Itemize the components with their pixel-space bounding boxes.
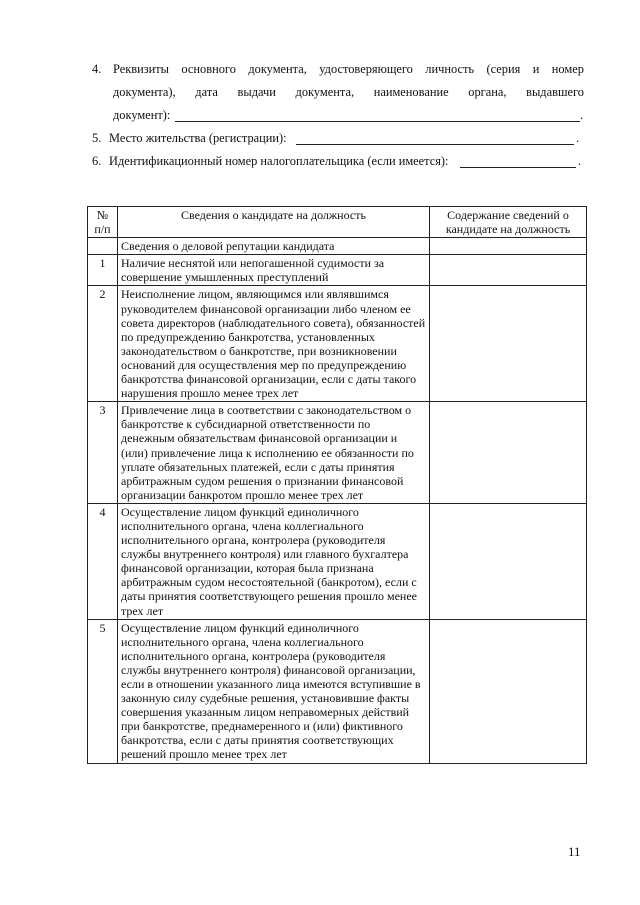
item-4-number: 4. bbox=[92, 62, 102, 76]
section-content-cell[interactable] bbox=[430, 238, 587, 255]
item-4-end: . bbox=[580, 108, 584, 122]
table-header-row bbox=[88, 207, 587, 238]
word: номер bbox=[551, 62, 584, 76]
word: выдавшего bbox=[526, 85, 584, 99]
item-5-number: 5. bbox=[92, 131, 102, 145]
item-4-line-1 bbox=[113, 62, 584, 77]
item-6-label: Идентификационный номер налогоплательщика (если имеется): bbox=[109, 154, 449, 168]
row-text: Наличие неснятой или непогашенной судимости за совершение умышленных преступлений bbox=[118, 255, 430, 286]
item-5-fill-line[interactable] bbox=[296, 144, 574, 145]
word: и bbox=[532, 62, 540, 76]
word: документа, bbox=[248, 62, 307, 76]
word: личность bbox=[425, 62, 475, 76]
header-num: № п/п bbox=[88, 207, 118, 238]
row-number: 3 bbox=[88, 402, 118, 504]
word: (серия bbox=[486, 62, 521, 76]
table-row bbox=[88, 402, 587, 504]
item-6-number: 6. bbox=[92, 154, 102, 168]
item-4-fill-line[interactable] bbox=[175, 121, 580, 122]
reputation-table bbox=[87, 206, 587, 764]
section-row bbox=[88, 238, 587, 255]
row-content-cell[interactable] bbox=[430, 255, 587, 286]
header-info: Сведения о кандидате на должность bbox=[118, 207, 430, 238]
section-num-cell bbox=[88, 238, 118, 255]
page-number: 11 bbox=[568, 844, 581, 859]
row-number: 2 bbox=[88, 286, 118, 402]
table-row bbox=[88, 619, 587, 763]
row-text: Осуществление лицом функций единоличного исполнительного органа, члена коллегиального исполнительного органа, контролера (руководителя службы внутреннего контроля) или главного бухгалтера финансовой организации, которая была признана арбитражным судом несостоятельной (банкротом), если с даты принятия соответствующего решения прошло менее трех лет bbox=[118, 503, 430, 619]
section-title: Сведения о деловой репутации кандидата bbox=[118, 238, 430, 255]
word: наименование bbox=[373, 85, 449, 99]
row-content-cell[interactable] bbox=[430, 402, 587, 504]
item-6-end: . bbox=[578, 154, 582, 168]
row-number: 5 bbox=[88, 619, 118, 763]
word: Реквизиты bbox=[113, 62, 169, 76]
word: основного bbox=[181, 62, 236, 76]
table-row bbox=[88, 286, 587, 402]
item-5-end: . bbox=[576, 131, 580, 145]
table-row bbox=[88, 503, 587, 619]
table-row bbox=[88, 255, 587, 286]
item-4-line-2 bbox=[113, 85, 584, 100]
row-text: Неисполнение лицом, являющимся или являвшимся руководителем финансовой организации либо членом ее совета директоров (наблюдательного совета), обязанностей по предупреждению банкротства, установленных законодательством о банкротстве, при возникновении оснований для осуществления мер по предупреждению банкротства финансовой организации, если с даты такого нарушения прошло менее трех лет bbox=[118, 286, 430, 402]
row-number: 1 bbox=[88, 255, 118, 286]
word: документа, bbox=[295, 85, 355, 99]
word: дата bbox=[195, 85, 218, 99]
word: документа), bbox=[113, 85, 176, 99]
row-text: Привлечение лица в соответствии с законодательством о банкротстве к субсидиарной ответственности по денежным обязательствам финансовой организации и (или) привлечение лица к исполнению ее обязанности по уплате обязательных платежей, если с даты принятия арбитражным судом решения о признании финансовой организации банкротом прошло менее трех лет bbox=[118, 402, 430, 504]
row-content-cell[interactable] bbox=[430, 286, 587, 402]
row-content-cell[interactable] bbox=[430, 619, 587, 763]
item-4-line-3: документ): bbox=[113, 108, 171, 122]
word: выдачи bbox=[237, 85, 276, 99]
row-text: Осуществление лицом функций единоличного исполнительного органа, члена коллегиального исполнительного органа, контролера (руководителя службы внутреннего контроля) финансовой организации, если в отношении указанного лица имеются вступившие в законную силу судебные решения, установившие факты совершения указанным лицом неправомерных действий при банкротстве, преднамеренного и (или) фиктивного банкротства, если с даты принятия соответствующих решений прошло менее трех лет bbox=[118, 619, 430, 763]
header-content: Содержание сведений о кандидате на должность bbox=[430, 207, 587, 238]
row-content-cell[interactable] bbox=[430, 503, 587, 619]
item-5-label: Место жительства (регистрации): bbox=[109, 131, 287, 145]
item-6-fill-line[interactable] bbox=[460, 167, 576, 168]
word: удостоверяющего bbox=[319, 62, 413, 76]
row-number: 4 bbox=[88, 503, 118, 619]
word: органа, bbox=[468, 85, 507, 99]
